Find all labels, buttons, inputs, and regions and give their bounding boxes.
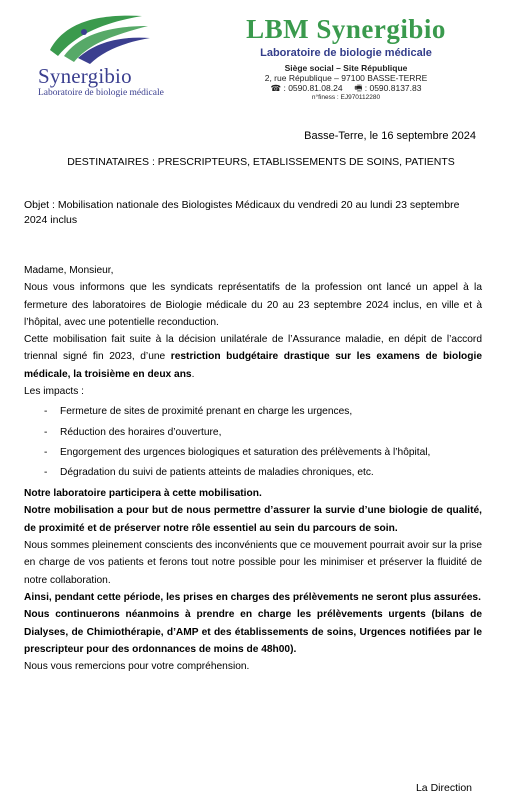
- greeting: Madame, Monsieur,: [24, 265, 114, 276]
- paragraph-5: Nous sommes pleinement conscients des inconvénients que ce mouvement pourrait avoir sur la prise en charge de vos patients et ferons tout notre possible pour les minimiser et préserver la fluidité de notre collaboration.: [24, 540, 482, 586]
- paragraph-1: Nous vous informons que les syndicats représentatifs de la profession ont lancé un appel à la fermeture des laboratoires de Biologie médicale du 20 au 23 septembre 2024 inclus, en ville et à l’hôpital, avec une potentielle reconduction.: [24, 282, 482, 328]
- paragraph-7: Nous continuerons néanmoins à prendre en charge les prélèvements urgents (bilans de Dialyses, de Chimiothérapie, d’AMP et des établissements de soins, Urgences notifiées par le prescripteur pour des ordonnances de moins de 48h00).: [24, 609, 482, 655]
- impacts-label: Les impacts :: [24, 386, 85, 398]
- fax: 🖷 : 0590.8137.83: [354, 83, 422, 93]
- lab-contact: [196, 63, 496, 103]
- paragraph-4: Notre mobilisation a pour but de nous permettre d’assurer la survie d’une biologie de qualité, de proximité et de préserver notre rôle essentiel au sein du parcours de soin.: [24, 505, 482, 534]
- letter-body: [24, 262, 482, 675]
- lab-title: LBM Synergibio: [246, 14, 446, 44]
- logo-subtitle: Laboratoire de biologie médicale: [38, 88, 164, 98]
- paragraph-3: Notre laboratoire participera à cette mobilisation.: [24, 488, 262, 500]
- list-item: - Engorgement des urgences biologiques et saturation des prélèvements à l’hôpital,: [44, 446, 431, 458]
- synergibio-logo: [24, 10, 174, 96]
- lab-siege: Siège social – Site République: [284, 63, 408, 73]
- impacts-list: [24, 404, 482, 481]
- lab-phone-fax: [196, 83, 496, 93]
- letter-recipients: DESTINATAIRES : PRESCRIPTEURS, ETABLISSEMENTS DE SOINS, PATIENTS: [67, 156, 455, 168]
- list-item: - Réduction des horaires d’ouverture,: [44, 426, 222, 438]
- logo-name: Synergibio: [38, 64, 132, 88]
- finess: n°finess : EJ970112280: [311, 94, 381, 101]
- letter-date: Basse-Terre, le 16 septembre 2024: [304, 130, 476, 142]
- lab-subtitle: Laboratoire de biologie médicale: [260, 47, 432, 59]
- paragraph-6: Ainsi, pendant cette période, les prises en charges des prélèvements ne seront plus assurées.: [24, 591, 481, 603]
- list-item: - Fermeture de sites de proximité prenant en charge les urgences,: [44, 406, 353, 418]
- paragraph-2: Cette mobilisation fait suite à la décision unilatérale de l’Assurance maladie, en dépit de l’accord triennal signé fin 2023, d’une restriction budgétaire drastique sur les examens de biologie médicale, la troisième en deux ans.: [24, 334, 483, 380]
- paragraph-8: Nous vous remercions pour votre compréhension.: [24, 661, 250, 673]
- list-item: - Dégradation du suivi de patients atteints de maladies chroniques, etc.: [44, 466, 374, 478]
- signature: La Direction: [415, 782, 472, 794]
- phone: ☎ : 0590.81.08.24: [270, 83, 343, 93]
- letter-subject: Objet : Mobilisation nationale des Biologistes Médicaux du vendredi 20 au lundi 23 septembre 2024 inclus: [24, 199, 460, 226]
- lab-address: 2, rue République – 97100 BASSE-TERRE: [264, 73, 428, 83]
- letterhead: [196, 14, 496, 103]
- logo-swoosh-icon: [44, 10, 154, 64]
